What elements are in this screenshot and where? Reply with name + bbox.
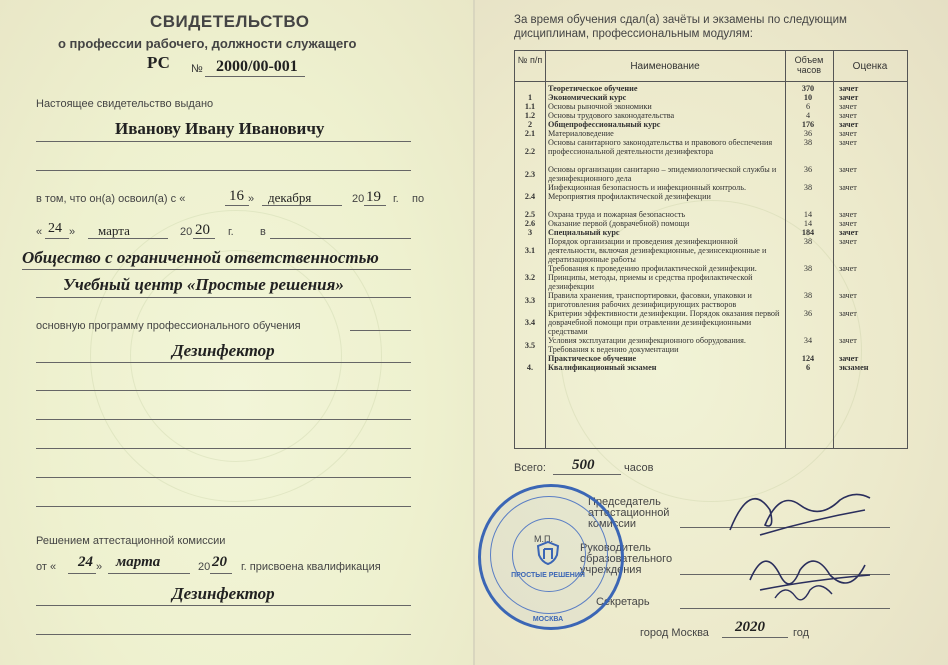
row-grade: зачет: [839, 354, 859, 363]
row-name: Критерии эффективности дезинфекции. Порядок оказания первой доврачебной помощи при отравлении дезинфекционными средствами: [548, 309, 780, 336]
row-hours: 38: [803, 264, 813, 273]
row-name: Материаловедение: [548, 129, 614, 138]
row-hours: 38: [803, 291, 813, 300]
row-hours: 38: [803, 183, 813, 192]
row-number: 1.2: [524, 111, 536, 120]
table-row: [515, 93, 907, 102]
row-grade: зачет: [839, 165, 857, 174]
table-row: [515, 228, 907, 237]
row-number: 3.4: [524, 318, 536, 327]
row-number: 3.1: [524, 246, 536, 255]
header-name: Наименование: [630, 61, 700, 72]
row-hours: 176: [801, 120, 815, 129]
row-grade: зачет: [839, 309, 857, 318]
row-grade: зачет: [839, 228, 859, 237]
row-number: 2.6: [524, 219, 536, 228]
row-name: Условия эксплуатации дезинфекционного оборудования. Требования к ведению документации: [548, 336, 746, 354]
row-name: Квалификационный экзамен: [548, 363, 657, 372]
row-grade: зачет: [839, 336, 857, 345]
row-hours: 36: [803, 165, 813, 174]
document-title: СВИДЕТЕЛЬСТВО: [150, 12, 310, 31]
row-number: 1.1: [524, 102, 536, 111]
row-number: 2.2: [524, 147, 536, 156]
row-number: 2.3: [524, 169, 536, 179]
row-name: Основы рыночной экономики: [548, 102, 652, 111]
end-month: марта: [98, 223, 130, 238]
certificate-number: 2000/00-001: [216, 58, 298, 75]
row-hours: 38: [803, 237, 813, 246]
row-grade: зачет: [839, 102, 857, 111]
table-row: [515, 354, 907, 363]
row-grade: зачет: [839, 93, 859, 102]
row-name: Основы трудового законодательства: [548, 111, 675, 120]
stamp-org-name: ПРОСТЫЕ РЕШЕНИЯ: [511, 572, 585, 579]
row-hours: 6: [805, 363, 811, 372]
org-line-1: Общество с ограниченной ответственностью: [22, 248, 379, 267]
end-year-prefix: 20: [180, 226, 193, 238]
recipient-name: Иванову Ивану Ивановичу: [115, 119, 325, 138]
row-hours: 36: [803, 309, 813, 318]
row-number: 1: [527, 93, 533, 102]
head-label: Руководитель образовательного учреждения: [580, 542, 673, 576]
table-row: [515, 183, 907, 210]
table-row: [515, 138, 907, 165]
commission-label: Решением аттестационной комиссии: [36, 535, 226, 547]
table-row: [515, 309, 907, 336]
decision-month: марта: [116, 554, 161, 570]
end-day: 24: [48, 221, 62, 236]
row-number: 3.5: [524, 340, 536, 350]
row-grade: зачет: [839, 237, 857, 246]
row-name: Порядок организации и проведения дезинфекционной деятельности, включая дезинфекционные, дезинсекционные и дератизационные работы: [548, 237, 767, 264]
row-grade: зачет: [839, 120, 859, 129]
row-name: Общепрофессиональный курс: [548, 120, 661, 129]
chair-signature: [720, 470, 880, 550]
table-row: [515, 336, 907, 354]
year-label: год: [793, 627, 810, 639]
stamp-city: МОСКВА: [532, 616, 564, 623]
row-hours: 184: [801, 228, 815, 237]
end-year-suffix: г.: [228, 226, 234, 238]
row-grade: зачет: [839, 111, 857, 120]
org-line-2: Учебный центр «Простые решения»: [63, 275, 344, 294]
shield-icon: [535, 540, 561, 566]
row-grade: зачет: [839, 129, 857, 138]
table-row: [515, 291, 907, 309]
table-row: [515, 84, 907, 93]
row-number: 3: [527, 228, 533, 237]
decision-year: 20: [212, 554, 227, 570]
header-grade: Оценка: [852, 61, 888, 72]
page-fold: [473, 0, 475, 665]
row-grade: экзамен: [839, 363, 869, 372]
decision-day: 24: [78, 554, 93, 570]
row-grade: зачет: [839, 264, 857, 273]
start-day: 16: [229, 188, 244, 204]
year-suffix: г.: [393, 193, 399, 205]
row-name: Охрана труда и пожарная безопасность: [548, 210, 686, 219]
table-row: [515, 237, 907, 264]
table-row: [515, 102, 907, 111]
table-body: [515, 84, 907, 372]
row-grade: зачет: [839, 183, 857, 192]
study-from-label: в том, что он(а) освоил(а) с «: [36, 193, 186, 205]
in-label: в: [260, 226, 266, 238]
row-grade: зачет: [839, 210, 857, 219]
row-grade: зачет: [839, 84, 859, 93]
row-grade: зачет: [839, 138, 857, 147]
row-hours: 370: [801, 84, 815, 93]
city-label: город Москва: [640, 627, 709, 639]
from-label: от «: [36, 561, 57, 573]
row-hours: 38: [803, 138, 813, 147]
series: РС: [147, 53, 170, 72]
row-number: 3.2: [524, 273, 536, 282]
table-row: [515, 219, 907, 228]
grades-table: [514, 50, 908, 449]
table-row: [515, 363, 907, 372]
decision-year-prefix: 20: [198, 561, 211, 573]
row-name: Теоретическое обучение: [548, 84, 638, 93]
program-label: основную программу профессионального обучения: [36, 320, 301, 332]
row-name: Оказание первой (доврачебной) помощи: [548, 219, 690, 228]
row-name: Правила хранения, транспортировки, фасовки, упаковки и приготовления рабочих дезинфицирующих растворов: [548, 291, 752, 309]
row-hours: 34: [803, 336, 813, 345]
assigned-label: г. присвоена квалификация: [241, 561, 381, 573]
row-grade: зачет: [839, 291, 857, 300]
total-hours: 500: [572, 457, 595, 473]
table-row: [515, 264, 907, 291]
issue-year: 2020: [735, 619, 765, 635]
row-name: Основы санитарного законодательства и правового обеспечения профессиональной деятельности дезинфектора: [548, 138, 773, 156]
total-label: Всего:: [514, 462, 546, 474]
year-prefix: 20: [352, 193, 365, 205]
row-name: Требования к проведению профилактической дезинфекции. Принципы, методы, приемы и средства профилактической дезинфекции: [548, 264, 757, 291]
row-number: 2.4: [524, 192, 536, 201]
row-hours: 14: [803, 210, 813, 219]
row-number: 2.1: [524, 129, 536, 138]
intro-line-2: дисциплинам, профессиональным модулям:: [514, 28, 753, 40]
row-name: Экономический курс: [548, 93, 627, 102]
row-number: 3.3: [524, 295, 536, 305]
row-name: Основы организации санитарно – эпидемиологической службы и дезинфекционного дела: [548, 165, 777, 183]
document-subtitle: о профессии рабочего, должности служащего: [58, 36, 357, 51]
header-hours: Объем часов: [794, 55, 824, 75]
row-name: Специальный курс: [548, 228, 620, 237]
row-name: Инфекционная безопасность и инфекционный контроль. Мероприятия профилактической дезинфекции: [548, 183, 746, 201]
row-hours: 14: [803, 219, 813, 228]
row-hours: 4: [805, 111, 811, 120]
number-label: №: [191, 63, 203, 75]
row-number: 2.5: [524, 210, 536, 219]
row-number: 2: [527, 120, 533, 129]
table-row: [515, 165, 907, 183]
table-row: [515, 129, 907, 138]
to-label: по: [412, 193, 425, 205]
row-hours: 10: [803, 93, 813, 102]
row-grade: зачет: [839, 219, 857, 228]
issued-to-label: Настоящее свидетельство выдано: [36, 98, 214, 110]
row-number: 4.: [526, 363, 534, 372]
end-year: 20: [195, 222, 210, 238]
program-name: Дезинфектор: [172, 341, 275, 360]
qualification-name: Дезинфектор: [172, 584, 275, 603]
row-name: Практическое обучение: [548, 354, 637, 363]
secretary-signature: [770, 578, 840, 608]
start-year: 19: [366, 189, 381, 205]
secretary-label: Секретарь: [596, 596, 650, 608]
table-row: [515, 120, 907, 129]
mp-label: М.П.: [534, 534, 553, 544]
header-no: № п/п: [517, 55, 543, 65]
intro-line-1: За время обучения сдал(а) зачёты и экзамены по следующим: [514, 14, 847, 26]
row-hours: 36: [803, 129, 813, 138]
start-month: декабря: [268, 190, 312, 205]
row-hours: 6: [805, 102, 811, 111]
row-hours: 124: [801, 354, 815, 363]
table-row: [515, 111, 907, 120]
chair-label: Председатель аттестационной комиссии: [588, 496, 670, 530]
hours-label: часов: [624, 462, 654, 474]
table-row: [515, 210, 907, 219]
